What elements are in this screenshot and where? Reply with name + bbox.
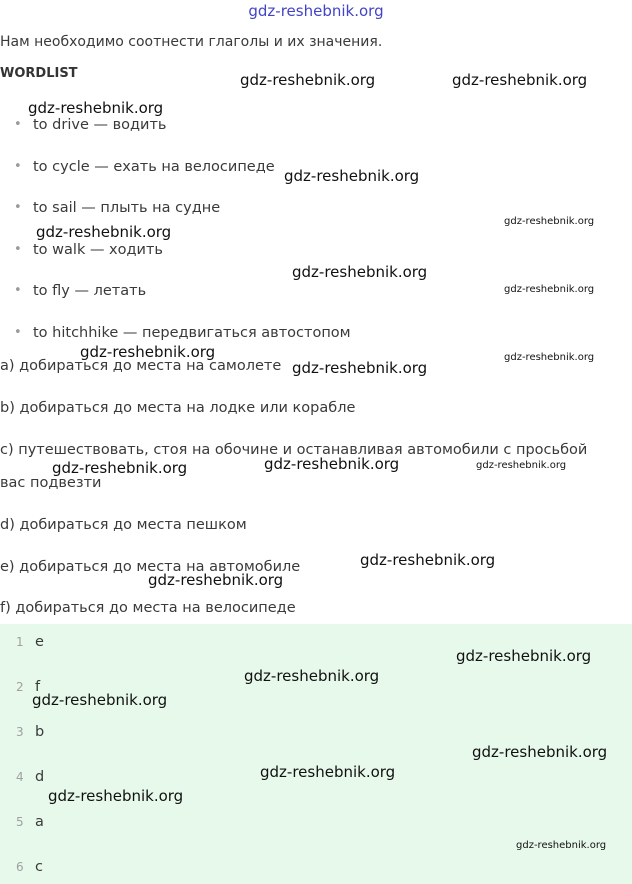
answer-number: 4 <box>16 770 24 784</box>
meaning-e: e) добираться до места на автомобиле <box>0 559 301 575</box>
word-entry: to walk — ходить <box>33 241 163 258</box>
intro-text: Нам необходимо соотнести глаголы и их значения. <box>0 34 383 50</box>
watermark: gdz-reshebnik.org <box>452 71 588 89</box>
watermark: gdz-reshebnik.org <box>52 459 188 477</box>
watermark: gdz-reshebnik.org <box>36 223 172 241</box>
watermark: gdz-reshebnik.org <box>516 840 607 851</box>
answer-number: 6 <box>16 860 24 874</box>
answer-value: b <box>35 724 45 740</box>
watermark: gdz-reshebnik.org <box>240 71 376 89</box>
answer-value: f <box>35 679 41 695</box>
watermark: gdz-reshebnik.org <box>456 647 592 665</box>
watermark: gdz-reshebnik.org <box>504 284 595 295</box>
meaning-c-line2: вас подвезти <box>0 475 102 491</box>
meaning-f: f) добираться до места на велосипеде <box>0 600 296 616</box>
bullet-icon: • <box>14 200 22 216</box>
watermark: gdz-reshebnik.org <box>32 691 168 709</box>
bullet-icon: • <box>14 324 22 340</box>
word-entry: to hitchhike — передвигаться автостопом <box>33 324 351 341</box>
bullet-icon: • <box>14 117 22 132</box>
answer-value: a <box>35 814 44 830</box>
watermark: gdz-reshebnik.org <box>28 99 164 117</box>
meaning-d: d) добираться до места пешком <box>0 517 247 533</box>
list-item <box>14 280 351 322</box>
bullet-icon: • <box>14 241 22 257</box>
list-item <box>14 114 351 156</box>
bullet-icon: • <box>14 158 22 174</box>
word-entry: to cycle — ехать на велосипеде <box>33 158 275 175</box>
watermark: gdz-reshebnik.org <box>80 343 216 361</box>
answer-number: 1 <box>16 635 24 649</box>
watermark: gdz-reshebnik.org <box>360 551 496 569</box>
watermark: gdz-reshebnik.org <box>476 460 567 471</box>
answer-value: e <box>35 634 44 650</box>
wordlist-heading: WORDLIST <box>0 66 78 81</box>
word-entry: to fly — летать <box>33 283 147 300</box>
bullet-icon: • <box>14 283 22 299</box>
watermark: gdz-reshebnik.org <box>48 787 184 805</box>
word-entry: to sail — плыть на судне <box>33 200 221 217</box>
meaning-c-line1: c) путешествовать, стоя на обочине и останавливая автомобили с просьбой <box>0 442 588 458</box>
watermark: gdz-reshebnik.org <box>472 743 608 761</box>
answer-number: 3 <box>16 725 24 739</box>
answer-value: d <box>35 769 45 785</box>
watermark: gdz-reshebnik.org <box>260 763 396 781</box>
word-entry: to drive — водить <box>33 117 167 133</box>
watermark: gdz-reshebnik.org <box>504 216 595 227</box>
answer-number: 2 <box>16 680 24 694</box>
answer-value: c <box>35 859 43 875</box>
meaning-b: b) добираться до места на лодке или корабле <box>0 400 356 416</box>
answer-number: 5 <box>16 815 24 829</box>
watermark: gdz-reshebnik.org <box>284 167 420 185</box>
watermark: gdz-reshebnik.org <box>504 352 595 363</box>
site-title-watermark: gdz-reshebnik.org <box>248 2 384 20</box>
meaning-a: a) добираться до места на самолете <box>0 358 282 374</box>
watermark: gdz-reshebnik.org <box>292 263 428 281</box>
watermark: gdz-reshebnik.org <box>148 571 284 589</box>
watermark: gdz-reshebnik.org <box>264 455 400 473</box>
watermark: gdz-reshebnik.org <box>244 667 380 685</box>
watermark: gdz-reshebnik.org <box>292 359 428 377</box>
